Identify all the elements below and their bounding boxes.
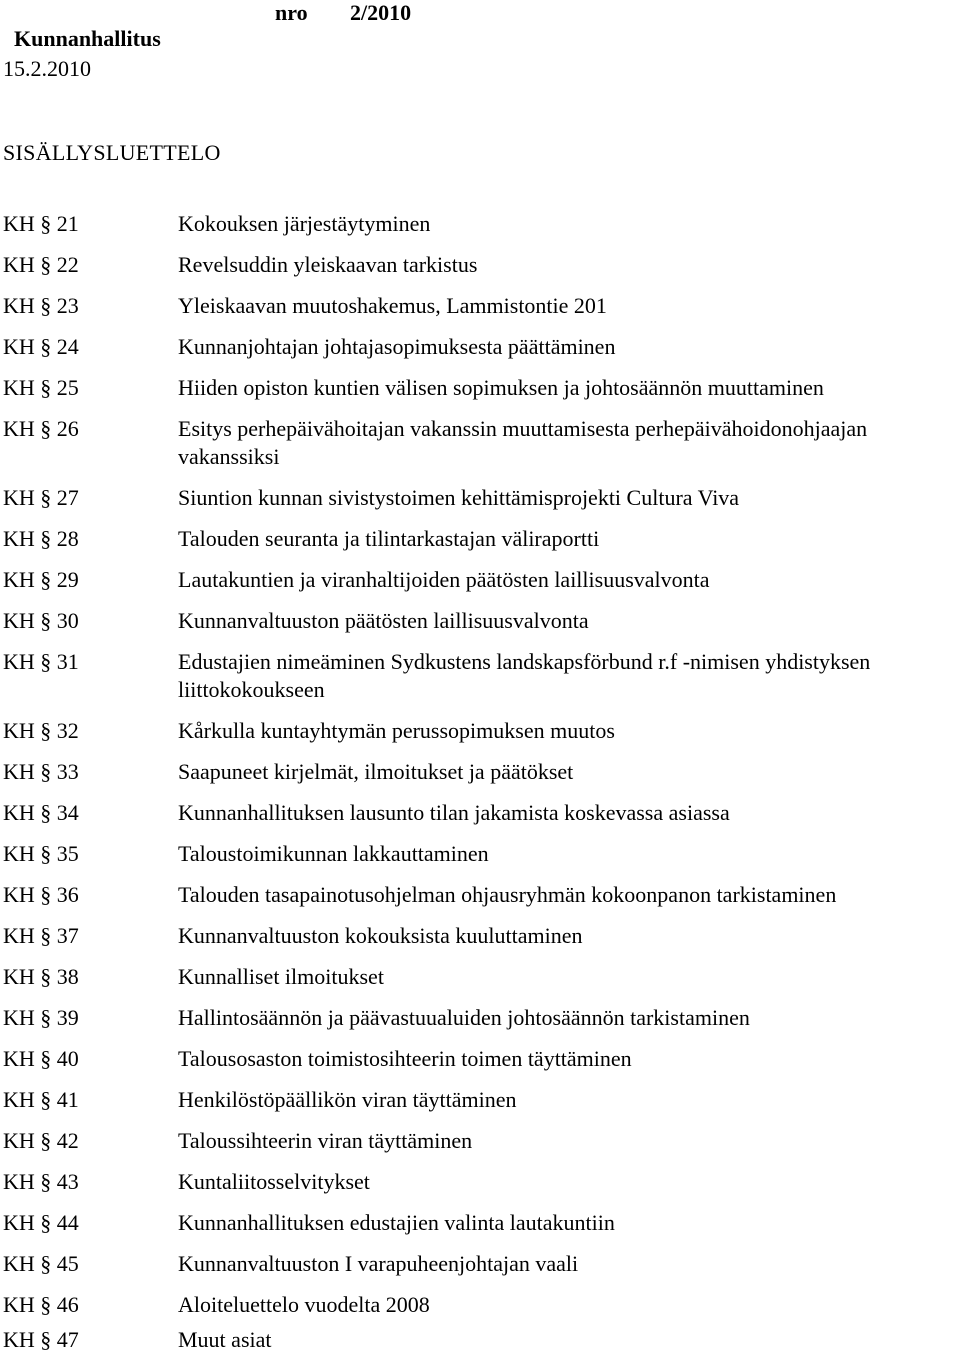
meeting-number: 2/2010 (350, 0, 412, 25)
section-title: Henkilöstöpäällikön viran täyttäminen (178, 1087, 517, 1112)
section-code: KH § 45 (3, 1251, 79, 1276)
organization-name: Kunnanhallitus (14, 26, 161, 51)
section-code: KH § 35 (3, 841, 79, 866)
section-code: KH § 43 (3, 1169, 79, 1194)
section-title: Kunnanvaltuuston päätösten laillisuusvalvonta (178, 608, 589, 633)
section-code: KH § 29 (3, 567, 79, 592)
section-title: Kunnanvaltuuston kokouksista kuuluttaminen (178, 923, 583, 948)
section-code: KH § 36 (3, 882, 79, 907)
section-code: KH § 37 (3, 923, 79, 948)
section-title: Taloustoimikunnan lakkauttaminen (178, 841, 489, 866)
section-code: KH § 23 (3, 293, 79, 318)
section-title: Kunnanhallituksen edustajien valinta lautakuntiin (178, 1210, 615, 1235)
section-code: KH § 33 (3, 759, 79, 784)
nro-label: nro (275, 0, 308, 25)
section-title: Revelsuddin yleiskaavan tarkistus (178, 252, 478, 277)
section-code: KH § 47 (3, 1327, 79, 1352)
document-header (3, 0, 412, 104)
section-title: Taloussihteerin viran täyttäminen (178, 1128, 473, 1153)
section-title: Kokouksen järjestäytyminen (178, 211, 431, 236)
section-title: Saapuneet kirjelmät, ilmoitukset ja päätökset (178, 759, 574, 784)
section-code: KH § 38 (3, 964, 79, 989)
section-code: KH § 31 (3, 649, 79, 674)
section-title: Kårkulla kuntayhtymän perussopimuksen muutos (178, 718, 615, 743)
section-code: KH § 21 (3, 211, 79, 236)
section-code: KH § 28 (3, 526, 79, 551)
section-code: KH § 40 (3, 1046, 79, 1071)
section-title: Yleiskaavan muutoshakemus, Lammistontie 201 (178, 293, 607, 318)
section-title: Edustajien nimeäminen Sydkustens landskapsförbund r.f -nimisen yhdistyksen liittokokoukseen (178, 649, 871, 702)
section-code: KH § 27 (3, 485, 79, 510)
section-title: Esitys perhepäivähoitajan vakanssin muuttamisesta perhepäivähoidonohjaajan vakanssiksi (178, 416, 868, 469)
section-title: Siuntion kunnan sivistystoimen kehittämisprojekti Cultura Viva (178, 485, 740, 510)
section-title: Kunnalliset ilmoitukset (178, 964, 384, 989)
section-code: KH § 25 (3, 375, 79, 400)
section-code: KH § 24 (3, 334, 79, 359)
section-title: Aloiteluettelo vuodelta 2008 (178, 1292, 430, 1317)
section-code: KH § 32 (3, 718, 79, 743)
section-title: Muut asiat (178, 1327, 272, 1352)
section-title: Lautakuntien ja viranhaltijoiden päätösten laillisuusvalvonta (178, 567, 710, 592)
meeting-date: 15.2.2010 (3, 56, 91, 81)
section-title: Talouden tasapainotusohjelman ohjausryhmän kokoonpanon tarkistaminen (178, 882, 837, 907)
section-title: Kunnanjohtajan johtajasopimuksesta päättäminen (178, 334, 616, 359)
section-code: KH § 41 (3, 1087, 79, 1112)
section-title: Kunnanvaltuuston I varapuheenjohtajan vaali (178, 1251, 579, 1276)
section-title: Hiiden opiston kuntien välisen sopimuksen ja johtosäännön muuttaminen (178, 375, 824, 400)
section-code: KH § 42 (3, 1128, 79, 1153)
section-title: Hallintosäännön ja päävastuualuiden johtosäännön tarkistaminen (178, 1005, 750, 1030)
section-code: KH § 39 (3, 1005, 79, 1030)
section-code: KH § 30 (3, 608, 79, 633)
section-title: Kunnanhallituksen lausunto tilan jakamista koskevassa asiassa (178, 800, 730, 825)
section-code: KH § 46 (3, 1292, 79, 1317)
section-title: Talouden seuranta ja tilintarkastajan väliraportti (178, 526, 600, 551)
section-code: KH § 26 (3, 416, 79, 441)
section-title: Talousosaston toimistosihteerin toimen täyttäminen (178, 1046, 632, 1071)
page-title: SISÄLLYSLUETTELO (3, 140, 221, 165)
section-code: KH § 44 (3, 1210, 79, 1235)
section-code: KH § 22 (3, 252, 79, 277)
section-code: KH § 34 (3, 800, 79, 825)
section-title: Kuntaliitosselvitykset (178, 1169, 370, 1194)
